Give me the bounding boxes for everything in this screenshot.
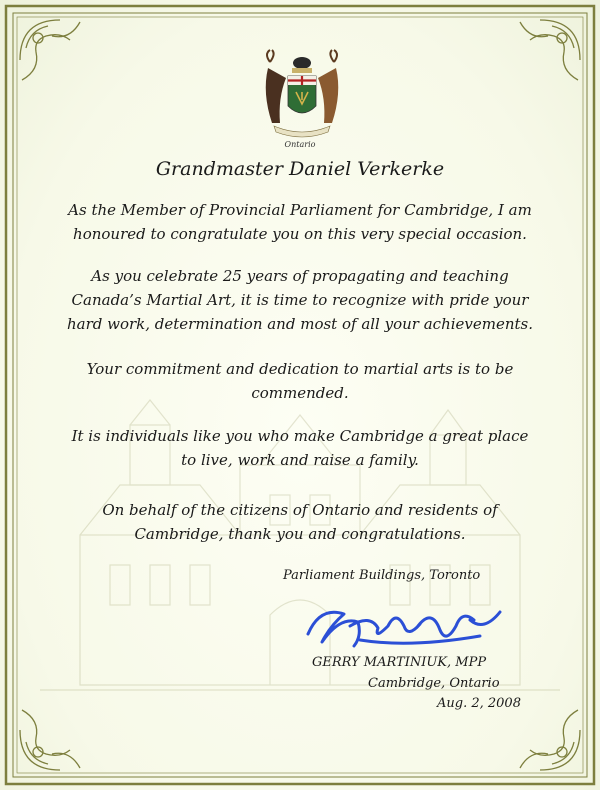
paragraph-celebration xyxy=(55,264,545,336)
handwritten-signature xyxy=(300,596,510,656)
signatory-name: GERRY MARTINIUK, MPP xyxy=(312,655,487,670)
text-line: As the Member of Provincial Parliament for Cambridge, I am xyxy=(68,201,532,219)
signing-date: Aug. 2, 2008 xyxy=(437,696,521,711)
text-line: On behalf of the citizens of Ontario and residents of xyxy=(102,501,498,519)
ontario-coat-of-arms xyxy=(262,48,342,143)
text-line: Canada’s Martial Art, it is time to recognize with pride your xyxy=(71,291,529,309)
text-line: commended. xyxy=(251,384,349,402)
paragraph-community xyxy=(55,424,545,472)
crest-label: Ontario xyxy=(284,140,316,149)
paragraph-commitment xyxy=(55,357,545,405)
text-line: Your commitment and dedication to martial arts is to be xyxy=(86,360,514,378)
paragraph-thanks xyxy=(55,498,545,546)
text-line: hard work, determination and most of all your achievements. xyxy=(66,315,534,333)
signatory-city: Cambridge, Ontario xyxy=(368,676,500,691)
signing-location: Parliament Buildings, Toronto xyxy=(283,568,481,583)
corner-flourish-tl xyxy=(20,20,80,80)
text-line: to live, work and raise a family. xyxy=(181,451,419,469)
text-line: honoured to congratulate you on this very special occasion. xyxy=(73,225,527,243)
text-line: Cambridge, thank you and congratulations. xyxy=(134,525,466,543)
paragraph-congratulation xyxy=(55,198,545,246)
text-line: As you celebrate 25 years of propagating and teaching xyxy=(91,267,509,285)
recipient-name: Grandmaster Daniel Verkerke xyxy=(155,158,445,180)
text-line: It is individuals like you who make Cambridge a great place xyxy=(71,427,529,445)
